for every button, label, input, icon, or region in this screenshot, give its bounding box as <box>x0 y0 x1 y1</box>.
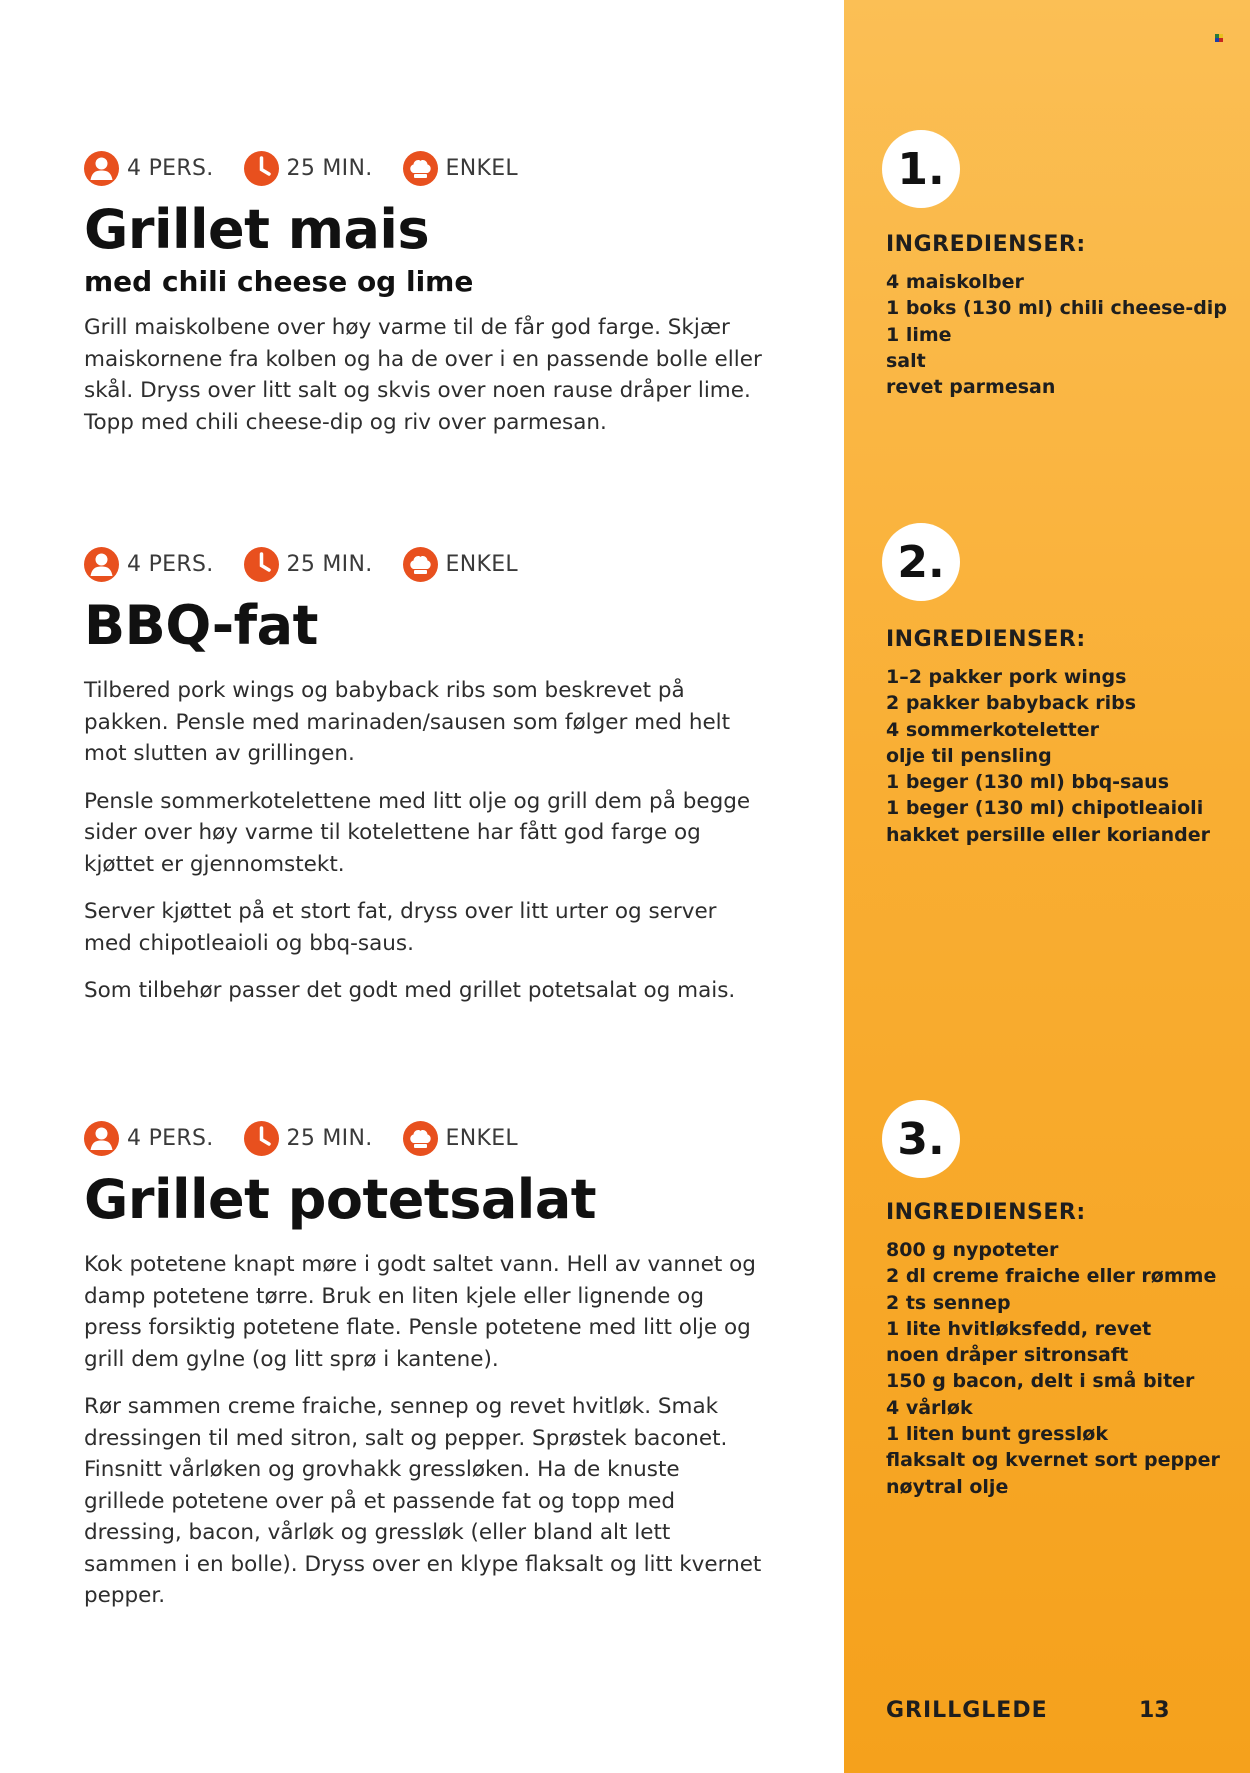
persons-meta <box>84 151 214 186</box>
ingredient-item: 2 ts sennep <box>886 1291 1011 1314</box>
recipe-paragraph: Grill maiskolbene over høy varme til de får god farge. Skjær maiskornene fra kolben og ha de over i en passende bolle eller skål. Dryss over litt salt og skvis over noen rause dråper lime. Topp med chili cheese-dip og riv over parmesan. <box>84 315 762 435</box>
chef-hat-icon <box>403 547 438 582</box>
ingredient-item: salt <box>886 349 926 372</box>
time-text: 25 MIN. <box>286 1125 373 1151</box>
ingredient-item: flaksalt og kvernet sort pepper <box>886 1449 1220 1472</box>
ingredients-block-3 <box>886 1200 1226 1500</box>
step-number-badge: 3. <box>882 1100 960 1178</box>
ingredient-item: 150 g bacon, delt i små biter <box>886 1370 1195 1393</box>
ingredients-block-1 <box>886 232 1226 400</box>
ingredient-item: revet parmesan <box>886 376 1056 399</box>
ingredients-list <box>886 1237 1226 1500</box>
recipe-title: Grillet potetsalat <box>84 1168 597 1231</box>
recipe-paragraph: Server kjøttet på et stort fat, dryss over litt urter og server med chipotleaioli og bbq-saus. <box>84 899 717 956</box>
recipe-paragraph: Kok potetene knapt møre i godt saltet vann. Hell av vannet og damp potetene tørre. Bruk en liten kjele eller lignende og press forsiktig potetene flate. Pensle potetene med litt olje og grill dem gylne (og litt sprø i kantene). <box>84 1252 756 1372</box>
ingredient-item: 4 vårløk <box>886 1396 973 1419</box>
recipe-paragraph: Rør sammen creme fraiche, sennep og revet hvitløk. Smak dressingen til med sitron, salt og pepper. Sprøstek baconet. Finsnitt vårløken og grovhakk gressløken. Ha de knuste grillede potetene over på et passende fat og topp med dressing, bacon, vårløk og gressløk (eller bland alt lett sammen i en bolle). Dryss over en klype flaksalt og litt kvernet pepper. <box>84 1394 762 1609</box>
recipe-title: BBQ-fat <box>84 594 318 657</box>
time-meta <box>244 547 373 582</box>
recipe-meta <box>84 546 764 582</box>
ingredient-item: noen dråper sitronsaft <box>886 1344 1129 1367</box>
step-number-badge: 2. <box>882 523 960 601</box>
ingredients-block-2 <box>886 627 1226 848</box>
ingredient-item: olje til pensling <box>886 744 1052 767</box>
ingredients-heading: INGREDIENSER: <box>886 232 1086 257</box>
person-icon <box>84 151 119 186</box>
footer-label: GRILLGLEDE <box>886 1698 1048 1723</box>
recipe-grillet-mais <box>84 150 764 438</box>
persons-meta <box>84 1121 214 1156</box>
difficulty-meta <box>403 151 518 186</box>
ingredient-item: 4 sommerkoteletter <box>886 718 1100 741</box>
time-meta <box>244 151 373 186</box>
ingredient-item: nøytral olje <box>886 1475 1009 1498</box>
difficulty-text: ENKEL <box>445 1125 518 1151</box>
clock-icon <box>244 151 279 186</box>
person-icon <box>84 547 119 582</box>
persons-meta <box>84 547 214 582</box>
person-icon <box>84 1121 119 1156</box>
recipe-meta <box>84 1120 764 1156</box>
ingredient-item: 1 liten bunt gressløk <box>886 1423 1108 1446</box>
step-number-badge: 1. <box>882 130 960 208</box>
recipe-bbq-fat <box>84 546 764 1007</box>
time-text: 25 MIN. <box>286 551 373 577</box>
ingredients-list <box>886 664 1226 848</box>
ingredients-heading: INGREDIENSER: <box>886 1200 1086 1225</box>
difficulty-text: ENKEL <box>445 551 518 577</box>
ingredient-item: 1 lime <box>886 323 952 346</box>
persons-text: 4 PERS. <box>127 155 214 181</box>
ingredients-list <box>886 269 1226 400</box>
recipe-paragraph: Tilbered pork wings og babyback ribs som beskrevet på pakken. Pensle med marinaden/sausen som følger med helt mot slutten av grillingen. <box>84 678 731 767</box>
ingredient-item: 1 boks (130 ml) chili cheese-dip <box>886 297 1227 320</box>
recipe-paragraph: Som tilbehør passer det godt med grillet potetsalat og mais. <box>84 978 736 1004</box>
difficulty-meta <box>403 1121 518 1156</box>
ingredient-item: hakket persille eller koriander <box>886 823 1210 846</box>
recipe-title: Grillet mais <box>84 198 430 261</box>
color-mark-icon <box>1215 34 1224 43</box>
difficulty-text: ENKEL <box>445 155 518 181</box>
ingredient-item: 1 lite hvitløksfedd, revet <box>886 1317 1152 1340</box>
recipe-subtitle: med chili cheese og lime <box>84 265 474 299</box>
ingredients-heading: INGREDIENSER: <box>886 627 1086 652</box>
difficulty-meta <box>403 547 518 582</box>
recipe-grillet-potetsalat <box>84 1120 764 1612</box>
ingredient-item: 2 pakker babyback ribs <box>886 692 1137 715</box>
ingredient-item: 1–2 pakker pork wings <box>886 666 1127 688</box>
ingredient-item: 2 dl creme fraiche eller rømme <box>886 1265 1217 1288</box>
ingredient-item: 4 maiskolber <box>886 271 1024 293</box>
time-text: 25 MIN. <box>286 155 373 181</box>
ingredient-item: 800 g nypoteter <box>886 1239 1059 1261</box>
chef-hat-icon <box>403 151 438 186</box>
clock-icon <box>244 1121 279 1156</box>
chef-hat-icon <box>403 1121 438 1156</box>
time-meta <box>244 1121 373 1156</box>
persons-text: 4 PERS. <box>127 1125 214 1151</box>
clock-icon <box>244 547 279 582</box>
recipe-paragraph: Pensle sommerkotelettene med litt olje og grill dem på begge sider over høy varme til kotelettene har fått god farge og kjøttet er gjennomstekt. <box>84 788 751 877</box>
ingredient-item: 1 beger (130 ml) bbq-saus <box>886 771 1170 794</box>
page-number: 13 <box>1139 1698 1170 1723</box>
persons-text: 4 PERS. <box>127 551 214 577</box>
recipe-meta <box>84 150 764 186</box>
ingredient-item: 1 beger (130 ml) chipotleaioli <box>886 797 1204 820</box>
